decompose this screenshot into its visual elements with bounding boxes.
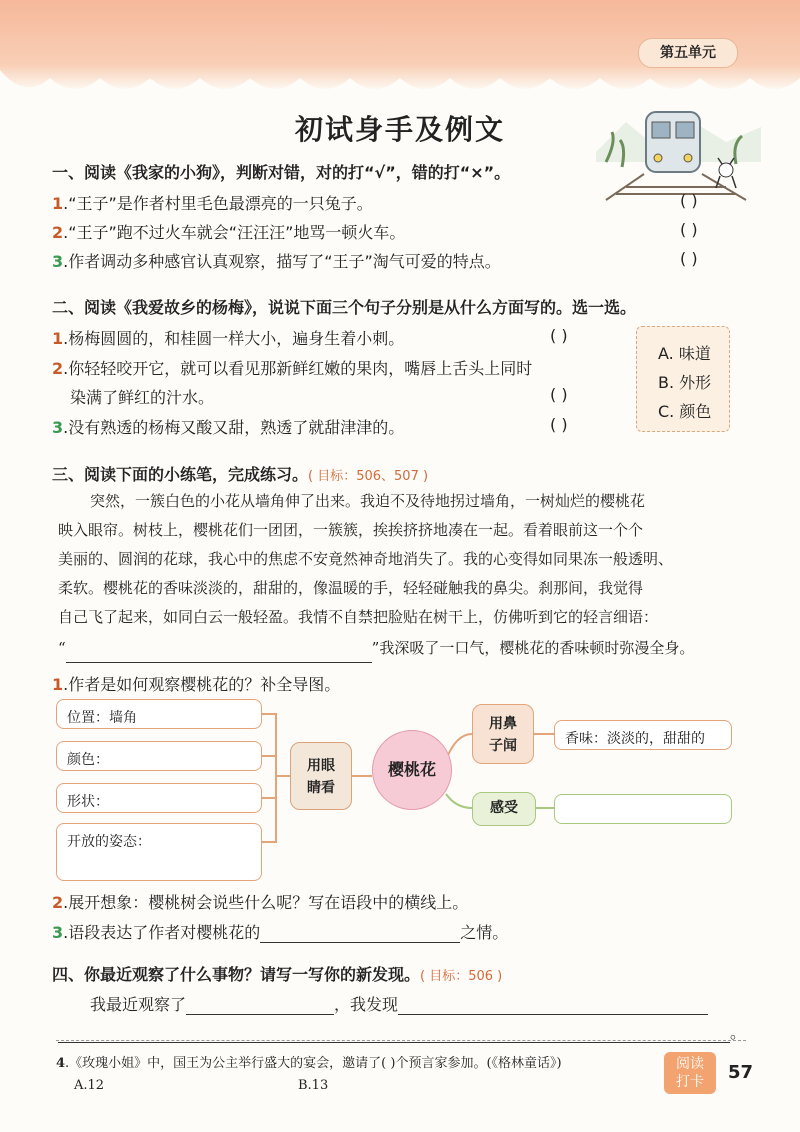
para-line-1: 突然，一簇白色的小花从墙角伸了出来。我迫不及待地拐过墙角，一树灿烂的樱桃花 (90, 492, 646, 510)
item-number: 3 (52, 252, 64, 271)
mm-center: 樱桃花 (372, 730, 452, 810)
item-text: .“王子”是作者村里毛色最漂亮的一只兔子。 (63, 194, 373, 213)
reading-checkin-stamp (664, 1052, 716, 1094)
bonus-option-b: B.13 (298, 1078, 329, 1093)
s2-item-2-cont: 染满了鲜红的汁水。 (70, 388, 215, 407)
bonus-option-a: A.12 (74, 1078, 105, 1093)
item-number: 3 (52, 923, 64, 942)
item-text: .作者调动多种感官认真观察，描写了“王子”淘气可爱的特点。 (63, 252, 501, 271)
stamp-line-2: 打卡 (676, 1074, 704, 1090)
section2-heading: 二、阅读《我爱故乡的杨梅》，说说下面三个句子分别是从什么方面写的。选一选。 (52, 298, 637, 317)
mm-color[interactable] (56, 741, 262, 771)
mm-shape-text: 形状： (67, 794, 109, 810)
item-text: .没有熟透的杨梅又酸又甜，熟透了就甜津津的。 (63, 418, 405, 437)
option-b: B. 外形 (658, 373, 712, 392)
answer-paren[interactable]: ( ) (680, 249, 698, 268)
answer-paren[interactable]: ( ) (550, 326, 568, 345)
para-line-2: 映入眼帘。树枝上，樱桃花们一团团，一簇簇，挨挨挤挤地凑在一起。看着眼前这一个个 (58, 521, 644, 539)
goal-tag: ( 目标：506 ) (420, 969, 503, 984)
item-number: 2 (52, 223, 64, 242)
close-text: ”我深吸了一口气，樱桃花的香味顿时弥漫全身。 (371, 639, 695, 657)
mm-pose[interactable] (56, 823, 262, 881)
mm-nose-2: 子闻 (489, 738, 517, 754)
unit-tag: 第五单元 (638, 38, 738, 68)
q3 (52, 920, 508, 943)
mm-position (56, 699, 262, 729)
s2-item-3 (52, 415, 404, 438)
s4-line (90, 992, 708, 1015)
bonus-text: .《玫瑰小姐》中，国王为公主举行盛大的宴会，邀请了( )个预言家参加。(《格林童话》) (65, 1056, 562, 1071)
open-quote: “ (58, 639, 66, 657)
q3-text-b: 之情。 (460, 923, 509, 942)
bonus-question (56, 1052, 562, 1071)
goal-tag: ( 目标：506、507 ) (308, 469, 429, 484)
mm-feel: 感受 (472, 792, 536, 826)
item-text: .“王子”跑不过火车就会“汪汪汪”地骂一顿火车。 (63, 223, 406, 242)
para-line-3: 美丽的、圆润的花球，我心中的焦虑不安竟然神奇地消失了。我的心变得如同果冻一般透明、 (58, 550, 674, 568)
para-line-6 (58, 634, 694, 663)
page-title: 初试身手及例文 (294, 113, 505, 146)
mm-nose (472, 704, 534, 764)
stamp-line-1: 阅读 (676, 1056, 704, 1072)
mm-eye-2: 睛看 (307, 780, 335, 796)
item-number: 2 (52, 359, 64, 378)
s4-end: 。 (730, 1023, 747, 1042)
section3-heading (52, 462, 428, 485)
q2 (52, 890, 468, 913)
mm-eye (290, 742, 352, 810)
s4-text-a: 我最近观察了 (90, 995, 187, 1014)
mm-position-text: 位置：墙角 (67, 710, 137, 726)
s1-item-1 (52, 191, 373, 214)
item-number: 2 (52, 893, 64, 912)
para-line-5: 自己飞了起来，如同白云一般轻盈。我情不自禁把脸贴在树干上，仿佛听到它的轻言细语： (58, 608, 659, 626)
s4-blank-1[interactable] (186, 996, 334, 1015)
option-c: C. 颜色 (658, 402, 712, 421)
s4-text-b: ，我发现 (334, 995, 399, 1014)
q3-text-a: .语段表达了作者对樱桃花的 (63, 923, 261, 942)
train-illustration (586, 92, 766, 202)
s1-item-2 (52, 220, 405, 243)
answer-paren[interactable]: ( ) (680, 191, 698, 210)
mm-smell-text: 香味：淡淡的，甜甜的 (565, 731, 705, 747)
item-number: 3 (52, 418, 64, 437)
mm-nose-1: 用鼻 (489, 716, 517, 732)
s2-item-2 (52, 356, 532, 379)
footer-divider (56, 1040, 746, 1041)
mm-color-text: 颜色： (67, 752, 109, 768)
q1-text: .作者是如何观察樱桃花的？补全导图。 (63, 675, 341, 694)
s2-item-1 (52, 326, 404, 349)
s4-blank-2[interactable] (398, 996, 708, 1015)
q3-blank[interactable] (260, 924, 460, 943)
mm-pose-text: 开放的姿态： (67, 834, 151, 850)
mm-feel-answer[interactable] (554, 794, 732, 824)
answer-paren[interactable]: ( ) (550, 415, 568, 434)
mm-shape[interactable] (56, 783, 262, 813)
item-number: 1 (52, 675, 64, 694)
item-number: 1 (52, 329, 64, 348)
q2-text: .展开想象：樱桃树会说些什么呢？写在语段中的横线上。 (63, 893, 469, 912)
mm-smell (554, 720, 732, 750)
section1-heading: 一、阅读《我家的小狗》，判断对错，对的打“√”，错的打“×”。 (52, 163, 511, 182)
mm-eye-1: 用眼 (307, 758, 335, 774)
item-number: 1 (52, 194, 64, 213)
heading-text: 四、你最近观察了什么事物？请写一写你的新发现。 (52, 965, 421, 984)
speech-blank[interactable] (66, 644, 372, 663)
answer-paren[interactable]: ( ) (680, 220, 698, 239)
bonus-number: 4 (56, 1056, 66, 1071)
page-number: 57 (728, 1062, 754, 1083)
s1-item-3 (52, 249, 501, 272)
item-text: .杨梅圆圆的，和桂圆一样大小，遍身生着小刺。 (63, 329, 405, 348)
heading-text: 三、阅读下面的小练笔，完成练习。 (52, 465, 309, 484)
para-line-4: 柔软。樱桃花的香味淡淡的，甜甜的，像温暖的手，轻轻碰触我的鼻尖。刹那间，我觉得 (58, 579, 644, 597)
item-text: .你轻轻咬开它，就可以看见那新鲜红嫩的果肉，嘴唇上舌头上同时 (63, 359, 533, 378)
section4-heading (52, 962, 502, 985)
answer-paren[interactable]: ( ) (550, 385, 568, 404)
option-a: A. 味道 (658, 344, 711, 363)
